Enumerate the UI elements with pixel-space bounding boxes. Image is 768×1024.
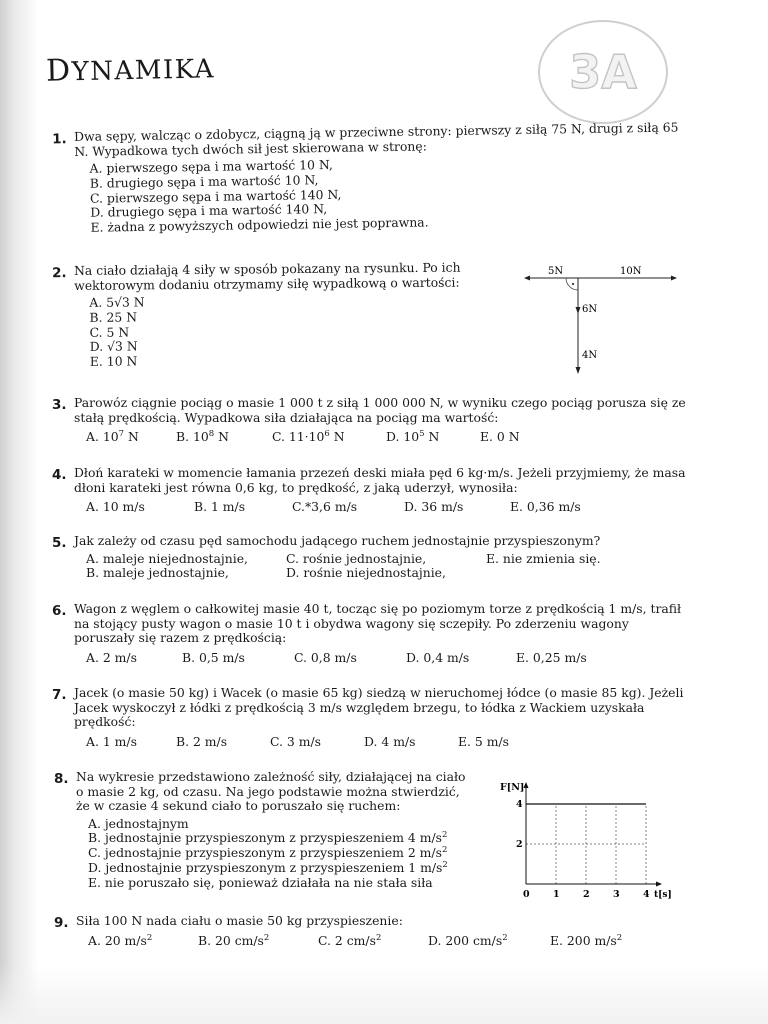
- question-5: [52, 533, 689, 582]
- option-c[interactable]: C. pierwszego sępa i ma wartość 140 N,: [89, 186, 342, 206]
- option-d[interactable]: D. $10^5$ N: [386, 429, 440, 444]
- option-d[interactable]: D. 200 $cm/s^2$: [428, 932, 508, 948]
- question-number: 3.: [52, 397, 67, 413]
- option-b[interactable]: B. 25 N: [89, 309, 138, 325]
- label-10n: 10N: [620, 266, 642, 277]
- option-b[interactable]: B. 0,5 m/s: [182, 649, 245, 665]
- option-e[interactable]: E. nie zmienia się.: [486, 550, 601, 566]
- option-b[interactable]: B. maleje jednostajnie,: [86, 564, 229, 580]
- option-a[interactable]: A. maleje niejednostajnie,: [86, 550, 248, 566]
- question-number: 6.: [52, 603, 67, 619]
- question-text: Dłoń karateki w momencie łamania przezeń deski miała pęd 6 kg·m/s. Jeżeli przyjmiemy, że masa dłoni karateki jest równa 0,6 kg, to prędkość, z jaką uderzył, wynosiła:: [74, 465, 686, 495]
- answer-options: [74, 500, 689, 516]
- question-9: [54, 913, 691, 950]
- option-d[interactable]: D. rośnie niejednostajnie,: [286, 564, 446, 580]
- option-c[interactable]: C. 3 m/s: [270, 733, 322, 749]
- y-tick-label: 2: [516, 839, 523, 850]
- arrow-head-right: [671, 276, 677, 281]
- question-text: Siła 100 N nada ciału o masie 50 kg przyspieszenie:: [76, 913, 403, 928]
- question-6: [52, 601, 689, 667]
- x-tick-label: 0: [523, 889, 530, 900]
- label-6n: 6N: [582, 304, 598, 315]
- option-a[interactable]: A. jednostajnym: [88, 815, 189, 831]
- page-bottom-shade: [0, 964, 768, 1024]
- question-1: [52, 119, 696, 236]
- answer-options: [75, 152, 696, 236]
- x-tick-label: 2: [583, 889, 590, 900]
- option-c[interactable]: C. 0,8 m/s: [294, 649, 357, 665]
- label-4n: 4N: [582, 350, 598, 361]
- option-c[interactable]: C. $11\cdot 10^6$ N: [272, 429, 345, 444]
- option-a[interactable]: A. 5√3 N: [89, 294, 145, 310]
- question-number: 4.: [52, 467, 67, 483]
- x-axis-label: t[s]: [654, 890, 672, 900]
- force-diagram: [522, 262, 682, 378]
- option-e[interactable]: E. 0 N: [480, 429, 520, 444]
- page-title: DYNAMIKA: [45, 53, 216, 89]
- option-e[interactable]: E. żadna z powyższych odpowiedzi nie jest poprawna.: [90, 214, 429, 235]
- option-d[interactable]: D. 4 m/s: [364, 733, 416, 749]
- question-8: [54, 769, 476, 890]
- x-tick-label: 4: [643, 889, 650, 900]
- question-text: Parowóz ciągnie pociąg o masie 1 000 t z siłą 1 000 000 N, w wyniku czego pociąg porusza się ze stałą prędkością. Wypadkowa siła działająca na pociąg ma wartość:: [74, 395, 686, 425]
- option-d[interactable]: D. √3 N: [89, 338, 138, 355]
- y-tick-label: 4: [516, 799, 523, 810]
- option-d[interactable]: D. drugiego sępa i ma wartość 140 N,: [90, 201, 328, 221]
- option-d[interactable]: D. 0,4 m/s: [406, 649, 470, 665]
- chapter-badge: 3A: [538, 20, 668, 124]
- x-axis-arrow: [656, 882, 662, 887]
- question-number: 8.: [54, 771, 69, 787]
- question-text: Dwa sępy, walcząc o zdobycz, ciągną ją w przeciwne strony: pierwszy z siłą 75 N, drugi z siłą 65 N. Wypadkowa tych dwóch sił jest skierowana w stronę:: [73, 119, 679, 159]
- option-a[interactable]: A. $10^7$ N: [86, 429, 139, 444]
- force-time-chart: [490, 770, 690, 908]
- option-b[interactable]: B. $10^8$ N: [176, 429, 229, 444]
- question-text: Na ciało działają 4 siły w sposób pokazany na rysunku. Po ich wektorowym dodaniu otrzymamy siłę wypadkową o wartości:: [73, 259, 461, 293]
- option-a[interactable]: A. pierwszego sępa i ma wartość 10 N,: [89, 156, 334, 176]
- option-a[interactable]: A. 1 m/s: [86, 733, 137, 749]
- arrow-head-down: [576, 367, 581, 374]
- arrow-head-left: [524, 276, 530, 281]
- option-a[interactable]: A. 2 m/s: [86, 649, 137, 665]
- question-text: Jacek (o masie 50 kg) i Wacek (o masie 65 kg) siedzą w nieruchomej łódce (o masie 85 kg). Jeżeli Jacek wyskoczył z łódki z prędkością 3 m/s względem brzegu, to łódka z Wackiem uzyskała prędkość:: [74, 685, 684, 729]
- option-e[interactable]: E. 200 $m/s^2$: [550, 932, 623, 948]
- question-3: [52, 395, 689, 446]
- option-d[interactable]: D. jednostajnie przyspieszonym z przyspieszeniem 1 $m/s^2$: [88, 859, 448, 875]
- option-a[interactable]: A. 10 m/s: [86, 499, 145, 514]
- question-text: Na wykresie przedstawiono zależność siły, działającej na ciało o masie 2 kg, od czasu. Na jego podstawie można stwierdzić, że w czasie 4 sekund ciało to poruszało się ruchem:: [76, 769, 466, 813]
- option-e[interactable]: E. 5 m/s: [458, 733, 510, 749]
- x-tick-label: 1: [553, 889, 560, 900]
- option-c[interactable]: C. rośnie jednostajnie,: [286, 550, 427, 566]
- x-tick-label: 3: [613, 889, 620, 900]
- option-c[interactable]: C. jednostajnie przyspieszonym z przyspieszeniem 2 $m/s^2$: [88, 845, 448, 861]
- label-5n: 5N: [548, 266, 564, 277]
- option-d[interactable]: D. 36 m/s: [404, 499, 464, 514]
- option-e[interactable]: E. 0,25 m/s: [516, 649, 587, 665]
- option-c[interactable]: C. 5 N: [89, 324, 130, 340]
- question-text: Wagon z węglem o całkowitej masie 40 t, tocząc się po poziomym torze z prędkością 1 m/s, trafił na stojący pusty wagon o masie 10 t i obydwa wagony się sczepiły. Po zderzeniu wagony poruszały się razem z prędkością:: [74, 601, 682, 645]
- option-c[interactable]: C.*3,6 m/s: [292, 499, 358, 514]
- question-text: Jak zależy od czasu pęd samochodu jadącego ruchem jednostajnie przyspieszonym?: [74, 533, 601, 548]
- option-c[interactable]: C. 2 $cm/s^2$: [318, 932, 382, 948]
- question-7: [52, 685, 689, 751]
- arrow-head-mid: [576, 307, 581, 314]
- angle-dot: [572, 283, 574, 285]
- option-b[interactable]: B. drugiego sępa i ma wartość 10 N,: [89, 171, 319, 191]
- option-e[interactable]: E. 0,36 m/s: [510, 499, 581, 514]
- option-b[interactable]: B. 2 m/s: [176, 733, 228, 749]
- question-number: 2.: [52, 265, 67, 282]
- option-e[interactable]: E. nie poruszało się, ponieważ działała na nie stała siła: [88, 874, 433, 890]
- question-2: [52, 259, 475, 370]
- answer-options: [74, 735, 689, 751]
- answer-options: [74, 651, 689, 667]
- question-number: 9.: [54, 915, 69, 931]
- answer-options: [74, 430, 689, 446]
- answer-options: [76, 817, 476, 891]
- question-number: 1.: [52, 131, 67, 148]
- answer-options: [74, 293, 475, 370]
- question-4: [52, 465, 689, 516]
- option-b[interactable]: B. jednostajnie przyspieszonym z przyspieszeniem 4 $m/s^2$: [88, 830, 448, 846]
- option-b[interactable]: B. 20 $cm/s^2$: [198, 932, 270, 948]
- page-binding-shadow: [0, 0, 38, 1024]
- question-number: 5.: [52, 535, 67, 551]
- answer-options: [74, 552, 689, 582]
- y-axis-label: F[N]: [500, 782, 525, 793]
- question-number: 7.: [52, 687, 67, 703]
- option-a[interactable]: A. 20 $m/s^2$: [88, 932, 153, 948]
- answer-options: [76, 934, 691, 950]
- option-e[interactable]: E. 10 N: [89, 353, 138, 370]
- option-b[interactable]: B. 1 m/s: [194, 499, 246, 514]
